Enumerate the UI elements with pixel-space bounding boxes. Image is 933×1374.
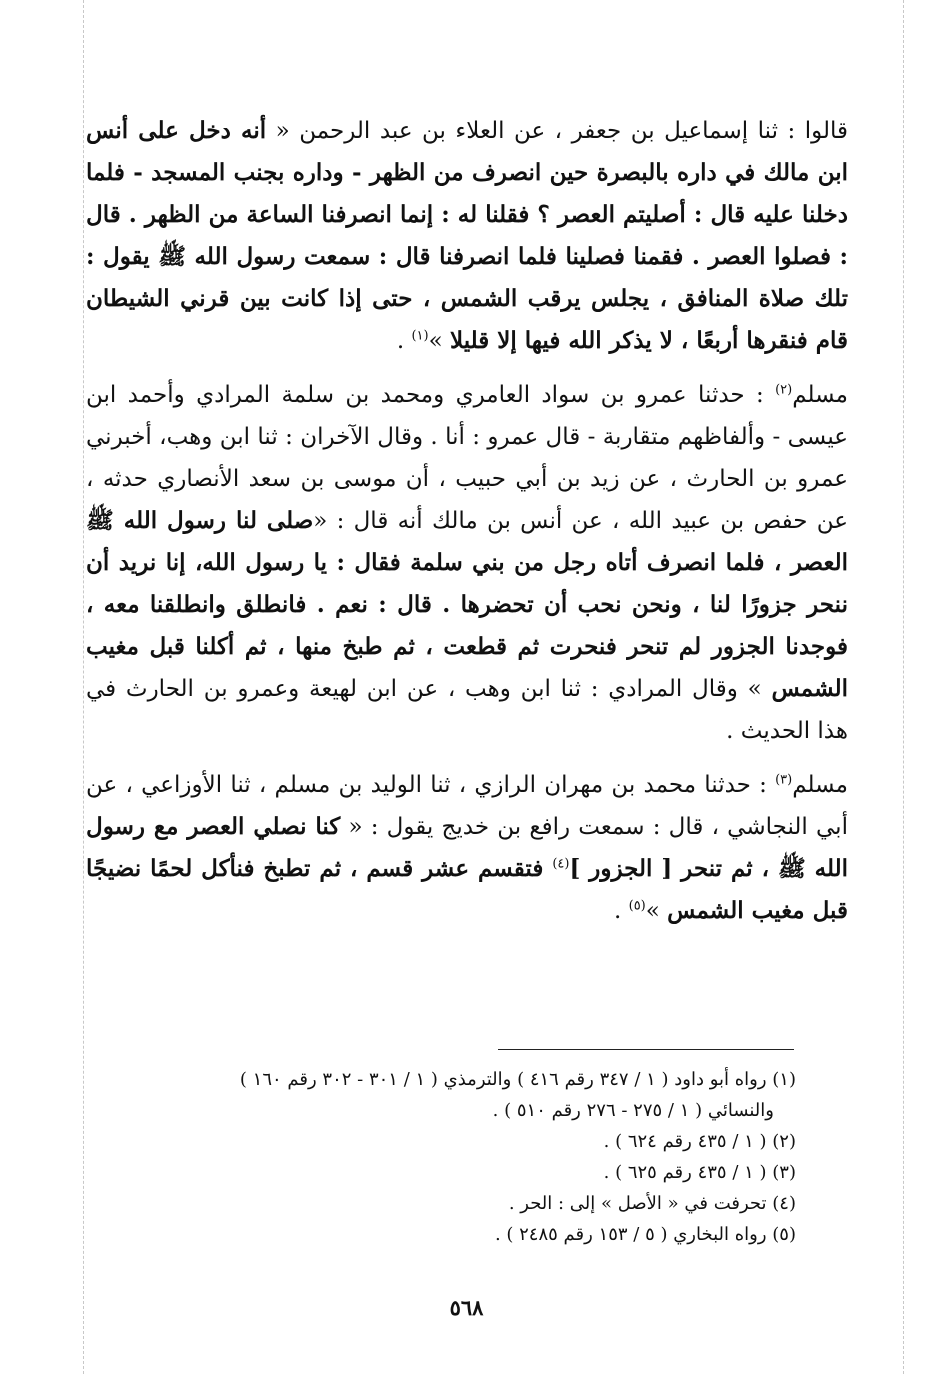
footnotes — [60, 1064, 796, 1250]
narration-text: قالوا : ثنا إسماعيل بن جعفر ، عن العلاء بن عبد الرحمن « — [266, 118, 848, 144]
hadith-text: أنه دخل على أنس ابن مالك في داره بالبصرة حين انصرف من الظهر - وداره بجنب المسجد - فلما دخلنا عليه قال : أصليتم العصر ؟ فقلنا له : إنما انصرفنا الساعة من الظهر . قال : فصلوا العصر . فقمنا فصلينا فلما انصرفنا قال : سمعت رسول الله ﷺ يقول : تلك صلاة المنافق ، يجلس يرقب الشمس ، حتى إذا كانت بين قرني الشيطان قام فنقرها أربعًا ، لا يذكر الله فيها إلا قليلا — [86, 117, 848, 354]
paragraph — [86, 374, 848, 752]
main-text — [86, 110, 848, 932]
hadith-text: كنا نصلي العصر مع رسول الله ﷺ ، ثم تنحر [ الجزور ] — [86, 813, 849, 882]
narration-text: مسلم — [792, 382, 848, 408]
footnote-separator — [498, 1049, 794, 1050]
footnote-ref: (١) — [411, 328, 429, 344]
narration-text: . — [613, 898, 629, 924]
footnote-line: (٥) رواه البخاري ( ٥ / ١٥٣ رقم ٢٤٨٥ ) . — [494, 1224, 796, 1245]
footnote-ref: (٣) — [775, 772, 793, 788]
footnote-line: (٤) تحرفت في « الأصل » إلى : الحر . — [508, 1193, 796, 1214]
narration-text: مسلم — [792, 772, 848, 798]
paragraph — [86, 110, 848, 362]
narration-text: » — [428, 328, 450, 354]
footnote-ref: (٥) — [628, 898, 646, 914]
narration-text: » — [645, 898, 668, 924]
narration-text: : حدثنا محمد بن مهران الرازي ، ثنا الوليد بن مسلم ، ثنا الأوزاعي ، عن أبي النجاشي ، قال : سمعت رافع بن خديج يقول : « — [86, 772, 848, 840]
footnote-line: (١) رواه أبو داود ( ١ / ٣٤٧ رقم ٤١٦ ) والترمذي ( ١ / ٣٠١ - ٣٠٢ رقم ١٦٠ ) — [239, 1069, 796, 1090]
hadith-text: فتقسم عشر قسم ، ثم تطبخ فنأكل لحمًا نضيجًا قبل مغيب الشمس — [86, 855, 848, 924]
hadith-text: صلى لنا رسول الله ﷺ العصر ، فلما انصرف أتاه رجل من بني سلمة فقال : يا رسول الله، إنا نريد أن ننحر جزورًا لنا ، ونحن نحب أن تحضرها . قال : نعم . فانطلق وانطلقنا معه ، فوجدنا الجزور لم تنحر فنحرت ثم قطعت ، ثم طبخ منها ، ثم أكلنا قبل مغيب الشمس — [86, 507, 848, 702]
narration-text: . — [396, 328, 412, 354]
footnote-ref: (٤) — [552, 856, 570, 872]
footnote-ref: (٢) — [775, 382, 793, 398]
scan-edge-right — [903, 0, 904, 1374]
narration-text: : حدثنا عمرو بن سواد العامري ومحمد بن سلمة المرادي وأحمد ابن عيسى - وألفاظهم متقاربة - قال عمرو : أنا . وقال الآخران : ثنا ابن وهب، أخبرني عمرو بن الحارث ، عن زيد بن أبي حبيب ، أن موسى بن سعد الأنصاري حدثه ، عن حفص بن عبيد الله ، عن أنس بن مالك أنه قال : « — [86, 382, 848, 534]
footnote-line: (٣) ( ١ / ٤٣٥ رقم ٦٢٥ ) . — [603, 1162, 796, 1183]
narration-text: » وقال المرادي : ثنا ابن وهب ، عن ابن لهيعة وعمرو بن الحارث في هذا الحديث . — [86, 676, 848, 744]
footnote-line: (٢) ( ١ / ٤٣٥ رقم ٦٢٤ ) . — [603, 1131, 796, 1152]
page-number: ٥٦٨ — [449, 1295, 484, 1320]
footnote-line: والنسائي ( ١ / ٢٧٥ - ٢٧٦ رقم ٥١٠ ) . — [492, 1100, 774, 1121]
paragraph — [86, 764, 848, 932]
